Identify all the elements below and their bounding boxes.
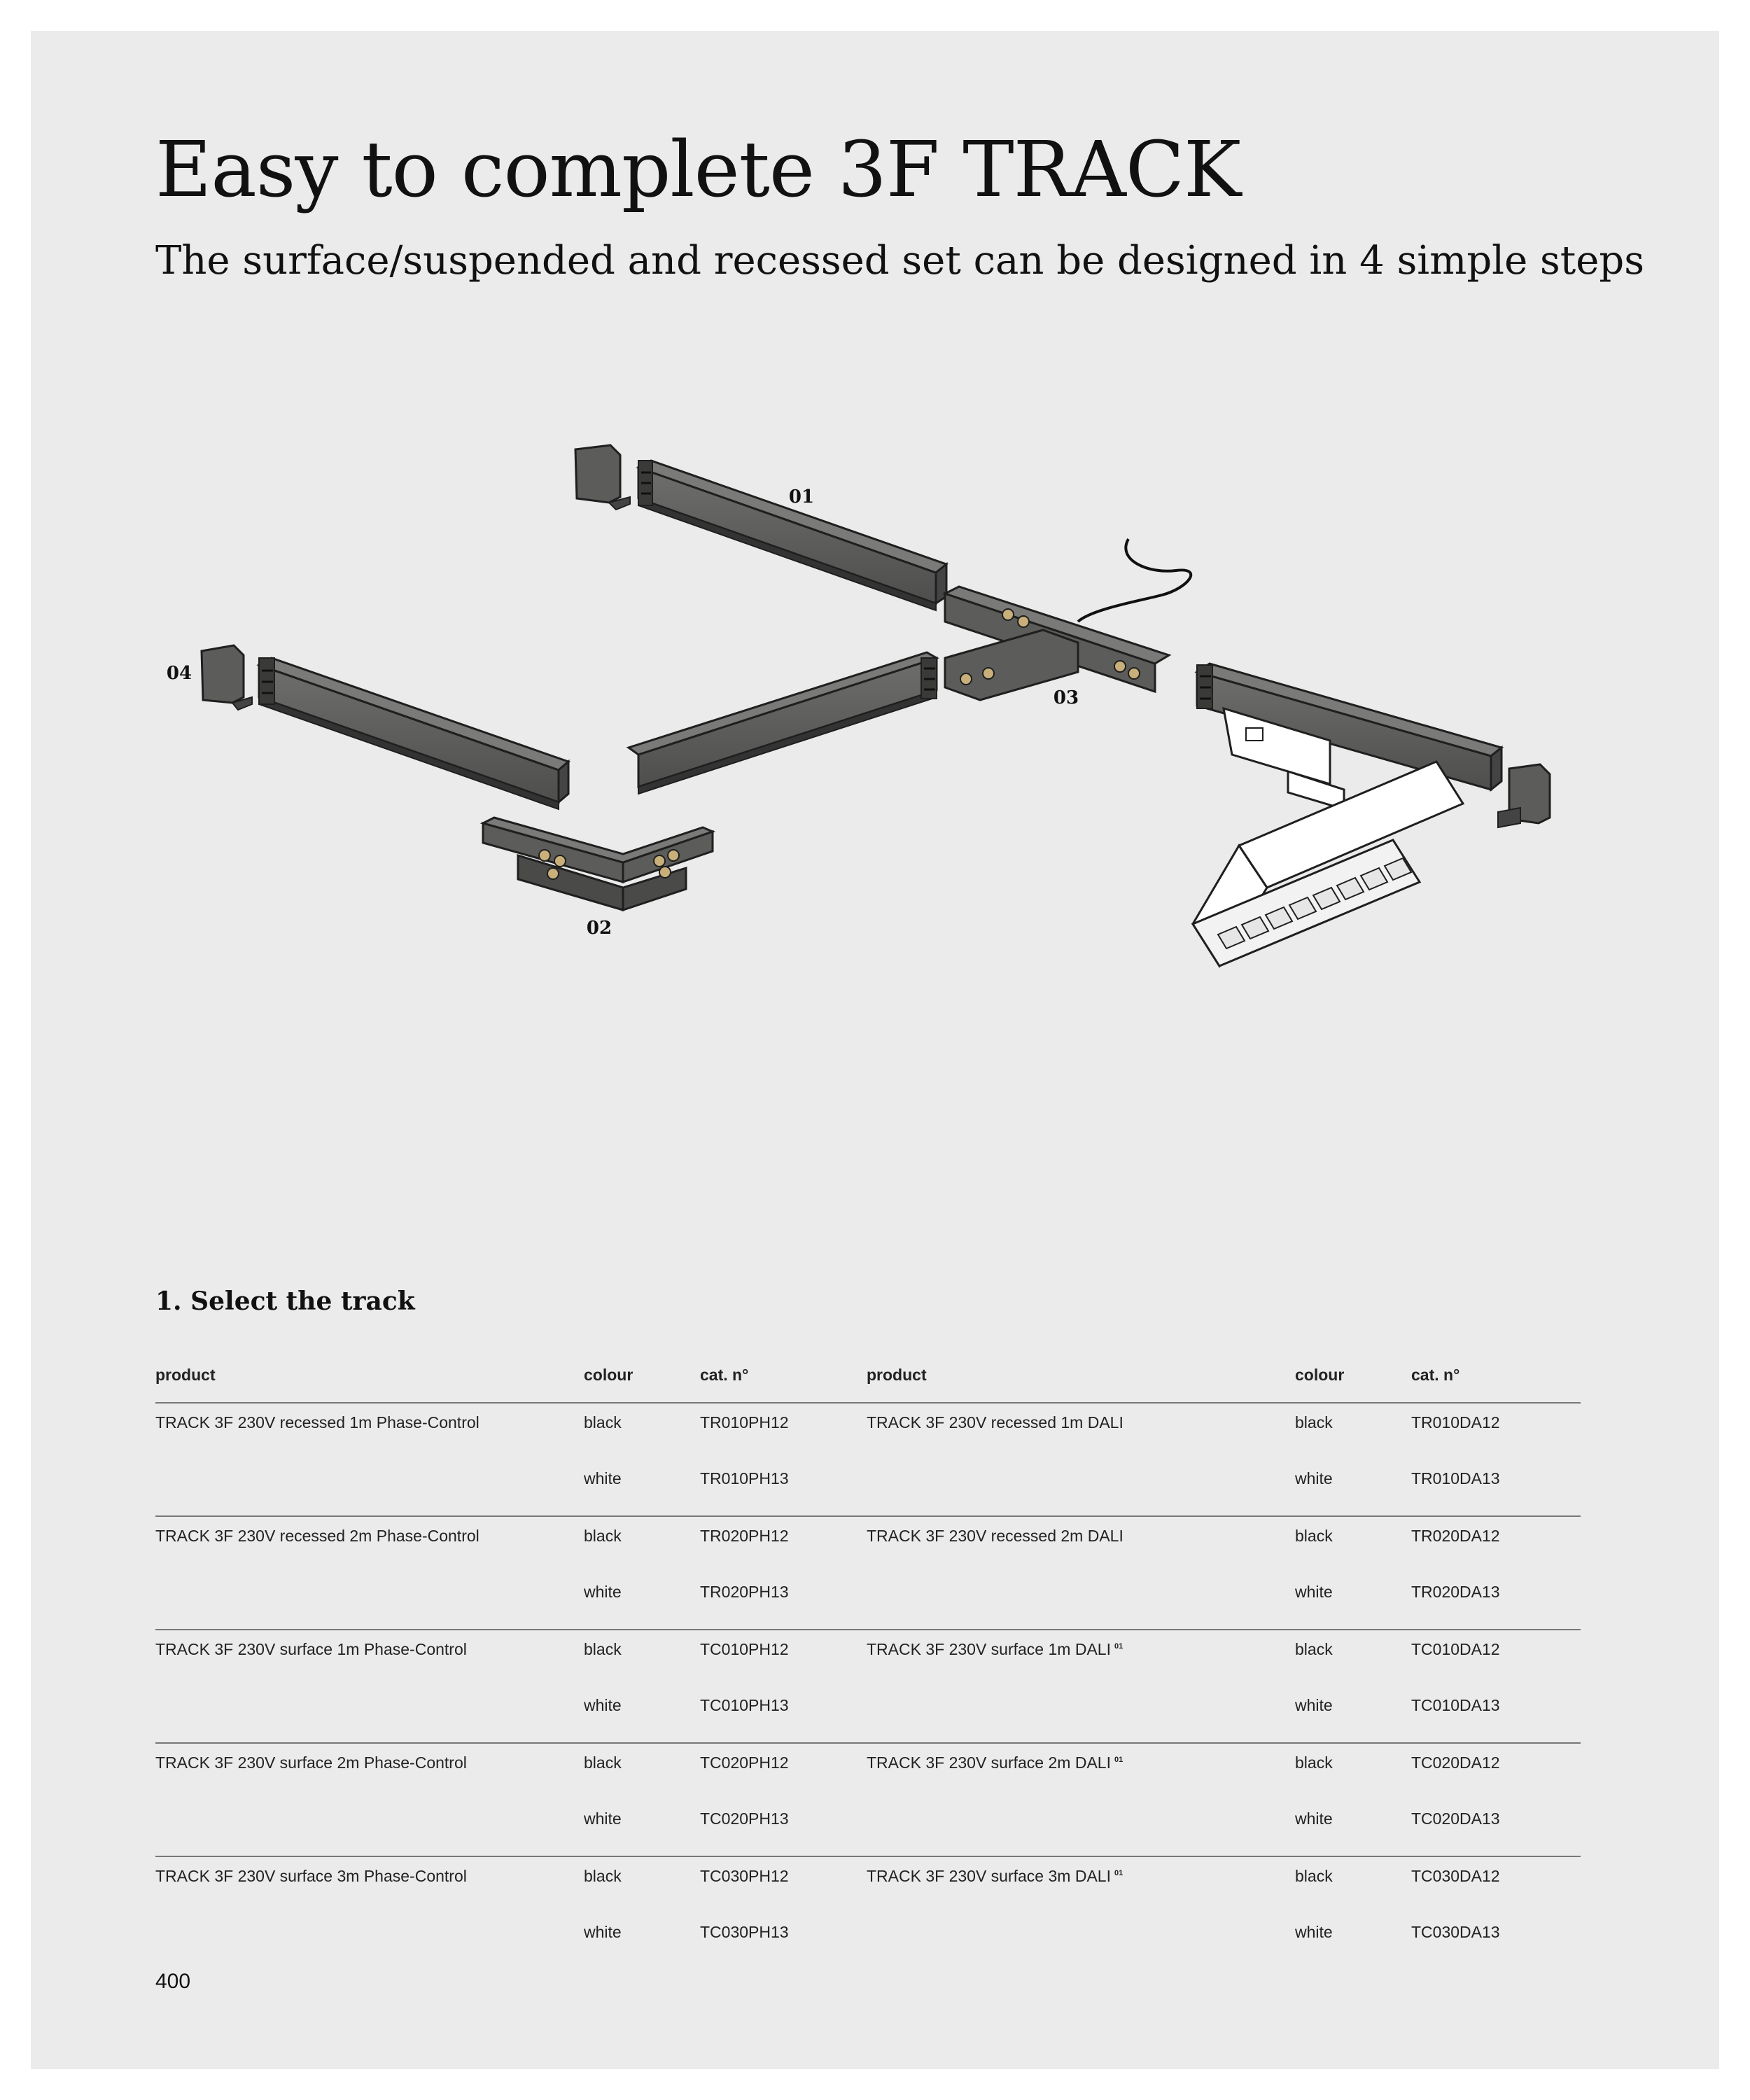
- table-row: [155, 1460, 1581, 1516]
- cat-no: TC010PH13: [700, 1686, 867, 1743]
- page-subtitle: The surface/suspended and recessed set can be designed in 4 simple steps: [155, 238, 1644, 284]
- table-row: [155, 1686, 1581, 1743]
- track-catalog-table: [155, 1362, 1581, 1969]
- cat-no: TR020PH12: [700, 1527, 789, 1545]
- corner-connector-02: [483, 818, 713, 910]
- part-label-01: 01: [788, 486, 815, 507]
- header-cat-no-left: cat. n°: [700, 1362, 867, 1403]
- cat-no: TR010PH13: [700, 1460, 867, 1516]
- cat-no: TC020PH13: [700, 1800, 867, 1856]
- product-left: TRACK 3F 230V recessed 2m Phase-Control: [155, 1527, 479, 1545]
- cat-no: TC020DA12: [1411, 1754, 1500, 1772]
- end-cap-01: [575, 445, 630, 510]
- table-row: [155, 1630, 1581, 1686]
- cat-no: TC030DA13: [1411, 1923, 1500, 1941]
- cat-no: TC010DA12: [1411, 1640, 1500, 1658]
- header-cat-no-right: cat. n°: [1411, 1362, 1581, 1403]
- product-right: TRACK 3F 230V recessed 1m DALI: [867, 1413, 1124, 1432]
- cat-no: TR020PH13: [700, 1573, 867, 1630]
- colour-white: white: [1295, 1460, 1411, 1516]
- footnote-marker: 01: [1114, 1756, 1124, 1764]
- colour-black: black: [584, 1754, 622, 1772]
- end-cap-right: [1498, 764, 1550, 827]
- cat-no: TR020DA12: [1411, 1527, 1500, 1545]
- colour-black: black: [584, 1867, 622, 1885]
- colour-white: white: [584, 1573, 700, 1630]
- colour-white: white: [584, 1686, 700, 1743]
- track-system-diagram: [140, 420, 1582, 994]
- footnote-marker: 01: [1114, 1869, 1124, 1877]
- cat-no: TR010PH12: [700, 1413, 789, 1432]
- colour-white: white: [1295, 1573, 1411, 1630]
- header-colour-left: colour: [584, 1362, 700, 1403]
- header-colour-right: colour: [1295, 1362, 1411, 1403]
- cat-no: TC030PH12: [700, 1867, 789, 1885]
- colour-black: black: [584, 1640, 622, 1658]
- table-row: [155, 1800, 1581, 1856]
- page-number: 400: [155, 1970, 191, 1993]
- part-label-03: 03: [1053, 687, 1079, 708]
- colour-black: black: [1295, 1754, 1333, 1772]
- product-right: TRACK 3F 230V surface 2m DALI $^{01}$: [867, 1754, 1124, 1772]
- section-title: 1. Select the track: [155, 1287, 415, 1316]
- track-rail-04: [259, 658, 568, 809]
- product-right: TRACK 3F 230V surface 1m DALI $^{01}$: [867, 1640, 1124, 1658]
- colour-white: white: [1295, 1686, 1411, 1743]
- header-product-right: product: [867, 1362, 1295, 1403]
- colour-white: white: [584, 1800, 700, 1856]
- t-connector-03: [945, 539, 1191, 700]
- cat-no: TC030PH13: [700, 1923, 789, 1941]
- product-left: TRACK 3F 230V surface 3m Phase-Control: [155, 1867, 467, 1885]
- colour-white: white: [584, 1923, 622, 1941]
- product-left: TRACK 3F 230V recessed 1m Phase-Control: [155, 1413, 479, 1432]
- colour-black: black: [584, 1527, 622, 1545]
- cat-no: TC020PH12: [700, 1754, 789, 1772]
- colour-black: black: [1295, 1413, 1333, 1432]
- track-rail-01: [638, 461, 946, 610]
- track-rail-middle: [629, 652, 937, 794]
- colour-black: black: [1295, 1867, 1333, 1885]
- colour-white: white: [1295, 1923, 1333, 1941]
- colour-white: white: [1295, 1800, 1411, 1856]
- cat-no: TR020DA13: [1411, 1573, 1581, 1630]
- header-product-left: product: [155, 1362, 584, 1403]
- page-title: Easy to complete 3F TRACK: [155, 125, 1241, 214]
- table-row: [155, 1856, 1581, 1913]
- end-cap-04: [202, 645, 252, 710]
- product-right: TRACK 3F 230V surface 3m DALI $^{01}$: [867, 1867, 1124, 1885]
- table-row: [155, 1403, 1581, 1460]
- colour-black: black: [1295, 1640, 1333, 1658]
- part-label-02: 02: [586, 918, 612, 939]
- colour-black: black: [584, 1413, 622, 1432]
- cat-no: TR010DA12: [1411, 1413, 1500, 1432]
- table-row: [155, 1743, 1581, 1800]
- cat-no: TR010DA13: [1411, 1460, 1581, 1516]
- table-row: [155, 1516, 1581, 1573]
- footnote-marker: 01: [1114, 1642, 1124, 1651]
- product-right: TRACK 3F 230V recessed 2m DALI: [867, 1527, 1124, 1545]
- cat-no: TC030DA12: [1411, 1867, 1500, 1885]
- cat-no: TC010DA13: [1411, 1686, 1581, 1743]
- table-header-row: [155, 1362, 1581, 1403]
- colour-white: white: [584, 1460, 700, 1516]
- colour-black: black: [1295, 1527, 1333, 1545]
- cat-no: TC010PH12: [700, 1640, 789, 1658]
- part-label-04: 04: [166, 663, 192, 684]
- product-left: TRACK 3F 230V surface 1m Phase-Control: [155, 1640, 467, 1658]
- cat-no: TC020DA13: [1411, 1800, 1581, 1856]
- product-left: TRACK 3F 230V surface 2m Phase-Control: [155, 1754, 467, 1772]
- table-row: [155, 1573, 1581, 1630]
- table-row: [155, 1913, 1581, 1969]
